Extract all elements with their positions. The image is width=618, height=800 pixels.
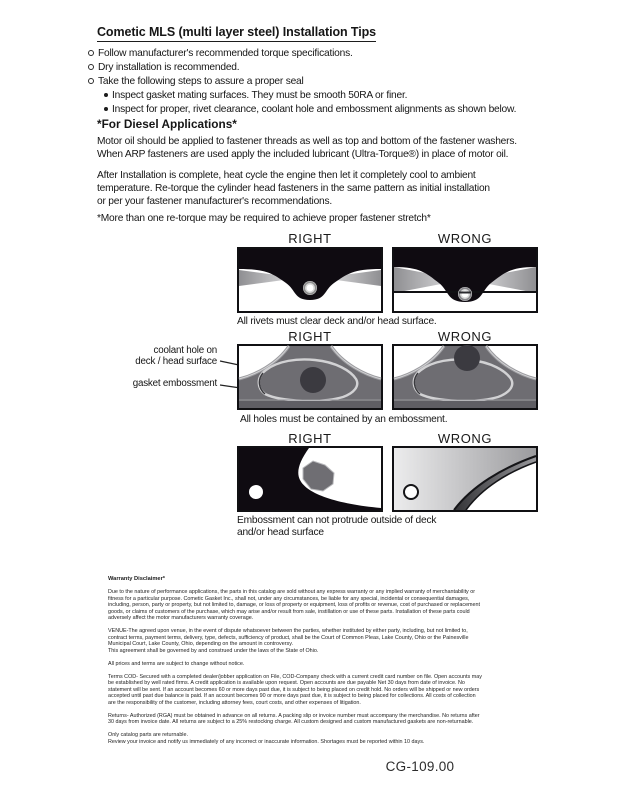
embossment-right-diagram (237, 446, 383, 512)
warranty-disclaimer-block (108, 576, 520, 745)
dot-bullet-icon (104, 107, 108, 111)
gasket-embossment-label: gasket embossment (132, 378, 217, 389)
warranty-paragraph: Due to the nature of performance applications, the parts in this catalog are sold without any express warranty or any implied warranty of merchantability or fitness for a particular purpose. Cometic Gasket Inc., shall not, under any circumstances, be liable for any special, incidental or consequential damages, including, person, party or property, but not limited to, damage, or loss of property or equipment, loss of profits or revenue, cost of purchased or replacement goods, or claims of customers of the purchase, which may arise and/or result from sale, instillation or use of these parts. Installation of these parts could adversely affect the motor manufacturers warranty coverage. (108, 589, 481, 621)
tip-text: Take the following steps to assure a proper seal (98, 75, 304, 87)
rivets-caption: All rivets must clear deck and/or head surface. (237, 316, 437, 327)
returns-paragraph: Returns- Authorized (RGA) must be obtained in advance on all returns. A packing slip or invoice number must accompany the merchandise. No returns after 30 days from invoice date. All returns are subject to a 25% restocking charge. All custom designed and custom manufactured gaskets are non-returnable. (108, 712, 480, 725)
terms-cod-paragraph: Terms COD- Secured with a completed dealer/jobber application on File, COD-Company check with a current credit card number on file. Open accounts may be established by well rated firms. A credit application is available upon request. Open accounts are due payable Net 30 days from date of invoice. No statement will be sent. If an account becomes 60 or more days past due, it is subject to being placed on credit hold. No orders will be shipped or new orders accepted until past due balance is paid. If an account becomes 90 or more days past due, it is subject to being placed for collections. All costs of collection are the responsibility of the customer, including attorney fees, court costs, and other expenses of litigation. (108, 673, 482, 706)
holes-caption: All holes must be contained by an embossment. (240, 414, 448, 425)
catalog-returnable-paragraph: Only catalog parts are returnable. Review your invoice and notify us immediately of any incorrect or inaccurate information. Shortages must be reported within 10 days. (108, 732, 425, 745)
list-item (88, 60, 516, 74)
wrong-label: WRONG (437, 231, 493, 246)
holes-right-diagram (237, 344, 383, 410)
venue-paragraph: VENUE-The agreed upon venue, in the event of dispute whatsoever between the parties, whether instituted by either party, including, but not limited to, contract terms, payment terms, delivery, type, defects, sufficiency of product, shall be the Court of Common Pleas, Lake County, Ohio or the Painesville Municipal Court, Lake County, Ohio, depending on the amount in controversy. This agreement shall be governed by and construed under the laws of the State of Ohio. (108, 628, 469, 654)
tip-text: Follow manufacturer's recommended torque specifications. (98, 47, 353, 59)
circle-bullet-icon (88, 50, 94, 56)
list-item (88, 74, 516, 88)
rivet-right-diagram (237, 247, 383, 313)
diesel-section-heading: *For Diesel Applications* (97, 117, 237, 131)
wrong-label: WRONG (437, 329, 493, 344)
embossment-wrong-diagram (392, 446, 538, 512)
diesel-paragraph-1: Motor oil should be applied to fastener threads as well as top and bottom of the fastener washers. When ARP fasteners are used apply the included lubricant (Ultra-Torque®) in place of motor oil. (97, 136, 517, 160)
embossment-protruding-illustration (392, 446, 538, 512)
list-item (104, 88, 516, 102)
prices-terms-line: All prices and terms are subject to change without notice. (108, 660, 245, 667)
embossment-contained-illustration (237, 446, 383, 512)
retorque-note: *More than one re-torque may be required to achieve proper fastener stretch* (97, 213, 431, 224)
hole-outside-embossment-illustration (392, 344, 538, 410)
tip-text: Dry installation is recommended. (98, 61, 240, 73)
right-label: RIGHT (288, 431, 332, 446)
right-label: RIGHT (288, 329, 332, 344)
right-label: RIGHT (288, 231, 332, 246)
tip-text: Inspect gasket mating surfaces. They must be smooth 50RA or finer. (112, 89, 408, 101)
circle-bullet-icon (88, 64, 94, 70)
circle-bullet-icon (88, 78, 94, 84)
diesel-paragraph-2: After Installation is complete, heat cycle the engine then let it completely cool to ambient temperature. Re-torque the cylinder head fasteners in the same pattern as initial installation or per your fastener manufacturer's recommendations. (97, 170, 490, 207)
rivet-clear-illustration (237, 247, 383, 313)
warranty-disclaimer-heading: Warranty Disclaimer* (108, 576, 166, 582)
hole-inside-embossment-illustration (237, 344, 383, 410)
installation-tips-list (88, 46, 516, 116)
coolant-hole-label: coolant hole on deck / head surface (135, 345, 217, 367)
tip-text: Inspect for proper, rivet clearance, coolant hole and embossment alignments as shown below. (112, 103, 517, 115)
embossment-caption: Embossment can not protrude outside of deck and/or head surface (237, 515, 437, 538)
dot-bullet-icon (104, 93, 108, 97)
wrong-label: WRONG (437, 431, 493, 446)
list-item (88, 46, 516, 60)
page-title: Cometic MLS (multi layer steel) Installation Tips (97, 25, 376, 42)
holes-wrong-diagram (392, 344, 538, 410)
list-item (104, 102, 516, 116)
rivet-wrong-diagram (392, 247, 538, 313)
rivet-touching-illustration (392, 247, 538, 313)
page-number: CG-109.00 (385, 759, 455, 774)
